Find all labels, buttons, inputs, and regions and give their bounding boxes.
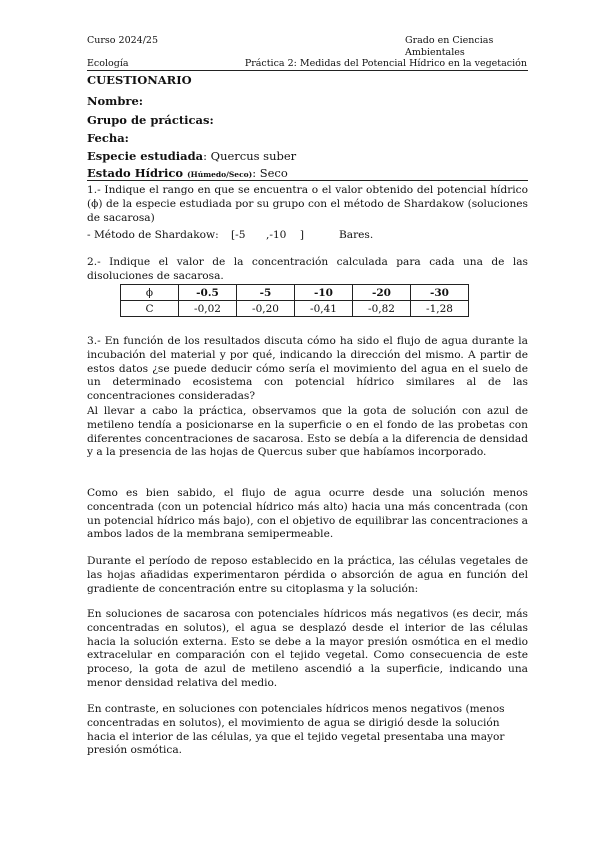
course-label: Curso 2024/25 <box>87 35 159 46</box>
table-cell: -0,82 <box>353 301 411 317</box>
water-state-field <box>87 166 288 180</box>
table-header-row <box>121 285 469 301</box>
water-state-options: (Húmedo/Seco) <box>187 170 253 179</box>
table-cell: C <box>121 301 179 317</box>
subject-label: Ecología <box>87 58 129 69</box>
range-start: [-5 <box>231 229 246 241</box>
header-left <box>87 35 217 70</box>
table-cell: -0,41 <box>295 301 353 317</box>
species-value: : Quercus suber <box>203 149 297 163</box>
range-units: Bares. <box>339 229 374 241</box>
answer-paragraph: Como es bien sabido, el flujo de agua ocurre desde una solución menos concentrada (con un potencial hídrico más alto) hacia una más concentrada (con un potencial hídrico más bajo), con el objetivo de equilibrar las concentraciones a ambos lados de la membrana semipermeable. <box>87 487 528 541</box>
group-field: Grupo de prácticas: <box>87 113 214 127</box>
question-1: 1.- Indique el rango en que se encuentra o el valor obtenido del potencial hídrico (ϕ) de la especie estudiada por su grupo con el método de Shardakow (soluciones de sacarosa) <box>87 184 528 224</box>
answer-paragraph: Durante el período de reposo establecido en la práctica, las células vegetales de las hojas añadidas experimentaron pérdida o absorción de agua en función del gradiente de concentración entre su citoplasma y la solución: <box>87 555 528 595</box>
table-cell: -0,02 <box>179 301 237 317</box>
species-label: Especie estudiada <box>87 149 204 163</box>
range-end: ,-10 ] <box>266 229 305 241</box>
table-cell: -20 <box>353 285 411 301</box>
method-label: - Método de Shardakow: <box>87 229 219 241</box>
answer-paragraph: En contraste, en soluciones con potenciales hídricos menos negativos (menos concentradas en solutos), el movimiento de agua se dirigió desde la solución hacia el interior de las células, ya que el tejido vegetal presentaba una mayor presión osmótica. <box>87 703 505 757</box>
table-cell: -30 <box>411 285 469 301</box>
fields-divider <box>87 180 528 181</box>
subject-block <box>87 47 217 59</box>
concentration-table <box>120 284 469 317</box>
practice-label: Práctica 2: Medidas del Potencial Hídrico en la vegetación <box>244 58 527 69</box>
question-3: 3.- En función de los resultados discuta cómo ha sido el flujo de agua durante la incubación del material y por qué, indicando la dirección del mismo. A partir de estos datos ¿se puede deducir cómo sería el movimiento del agua en el suelo de un determinado ecosistema con potencial hídrico similares al de las concentraciones consideradas? <box>87 335 528 403</box>
degree-label: Grado en Ciencias Ambientales <box>405 35 494 58</box>
name-field: Nombre: <box>87 94 144 108</box>
question-2: 2.- Indique el valor de la concentración calculada para cada una de las disoluciones de sacarosa. <box>87 256 528 282</box>
date-field: Fecha: <box>87 131 129 145</box>
table-cell: -5 <box>237 285 295 301</box>
table-cell: -10 <box>295 285 353 301</box>
answer-paragraph: En soluciones de sacarosa con potenciales hídricos más negativos (es decir, más concentradas en solutos), el agua se desplazó desde el interior de las células hacia la solución externa. Esto se debe a la mayor presión osmótica en el medio extracelular en comparación con el tejido vegetal. Como consecuencia de este proceso, la gota de azul de metileno ascendió a la superficie, indicando una menor densidad relativa del medio. <box>87 608 528 689</box>
water-state-label: Estado Hídrico <box>87 166 184 180</box>
header-divider <box>87 70 528 71</box>
table-cell: ϕ <box>121 285 179 301</box>
table-cell: -0,20 <box>237 301 295 317</box>
table-row <box>121 301 469 317</box>
species-field <box>87 149 296 163</box>
page-title: CUESTIONARIO <box>87 73 192 87</box>
table-cell: -0.5 <box>179 285 237 301</box>
table-cell: -1,28 <box>411 301 469 317</box>
water-state-value: : Seco <box>252 166 288 180</box>
answer-paragraph: Al llevar a cabo la práctica, observamos que la gota de solución con azul de metileno tendía a posicionarse en la superficie o en el fondo de las probetas con diferentes concentraciones de sacarosa. Esto se debía a la diferencia de densidad y a la presencia de las hojas de Quercus suber que habíamos incorporado. <box>87 405 528 459</box>
